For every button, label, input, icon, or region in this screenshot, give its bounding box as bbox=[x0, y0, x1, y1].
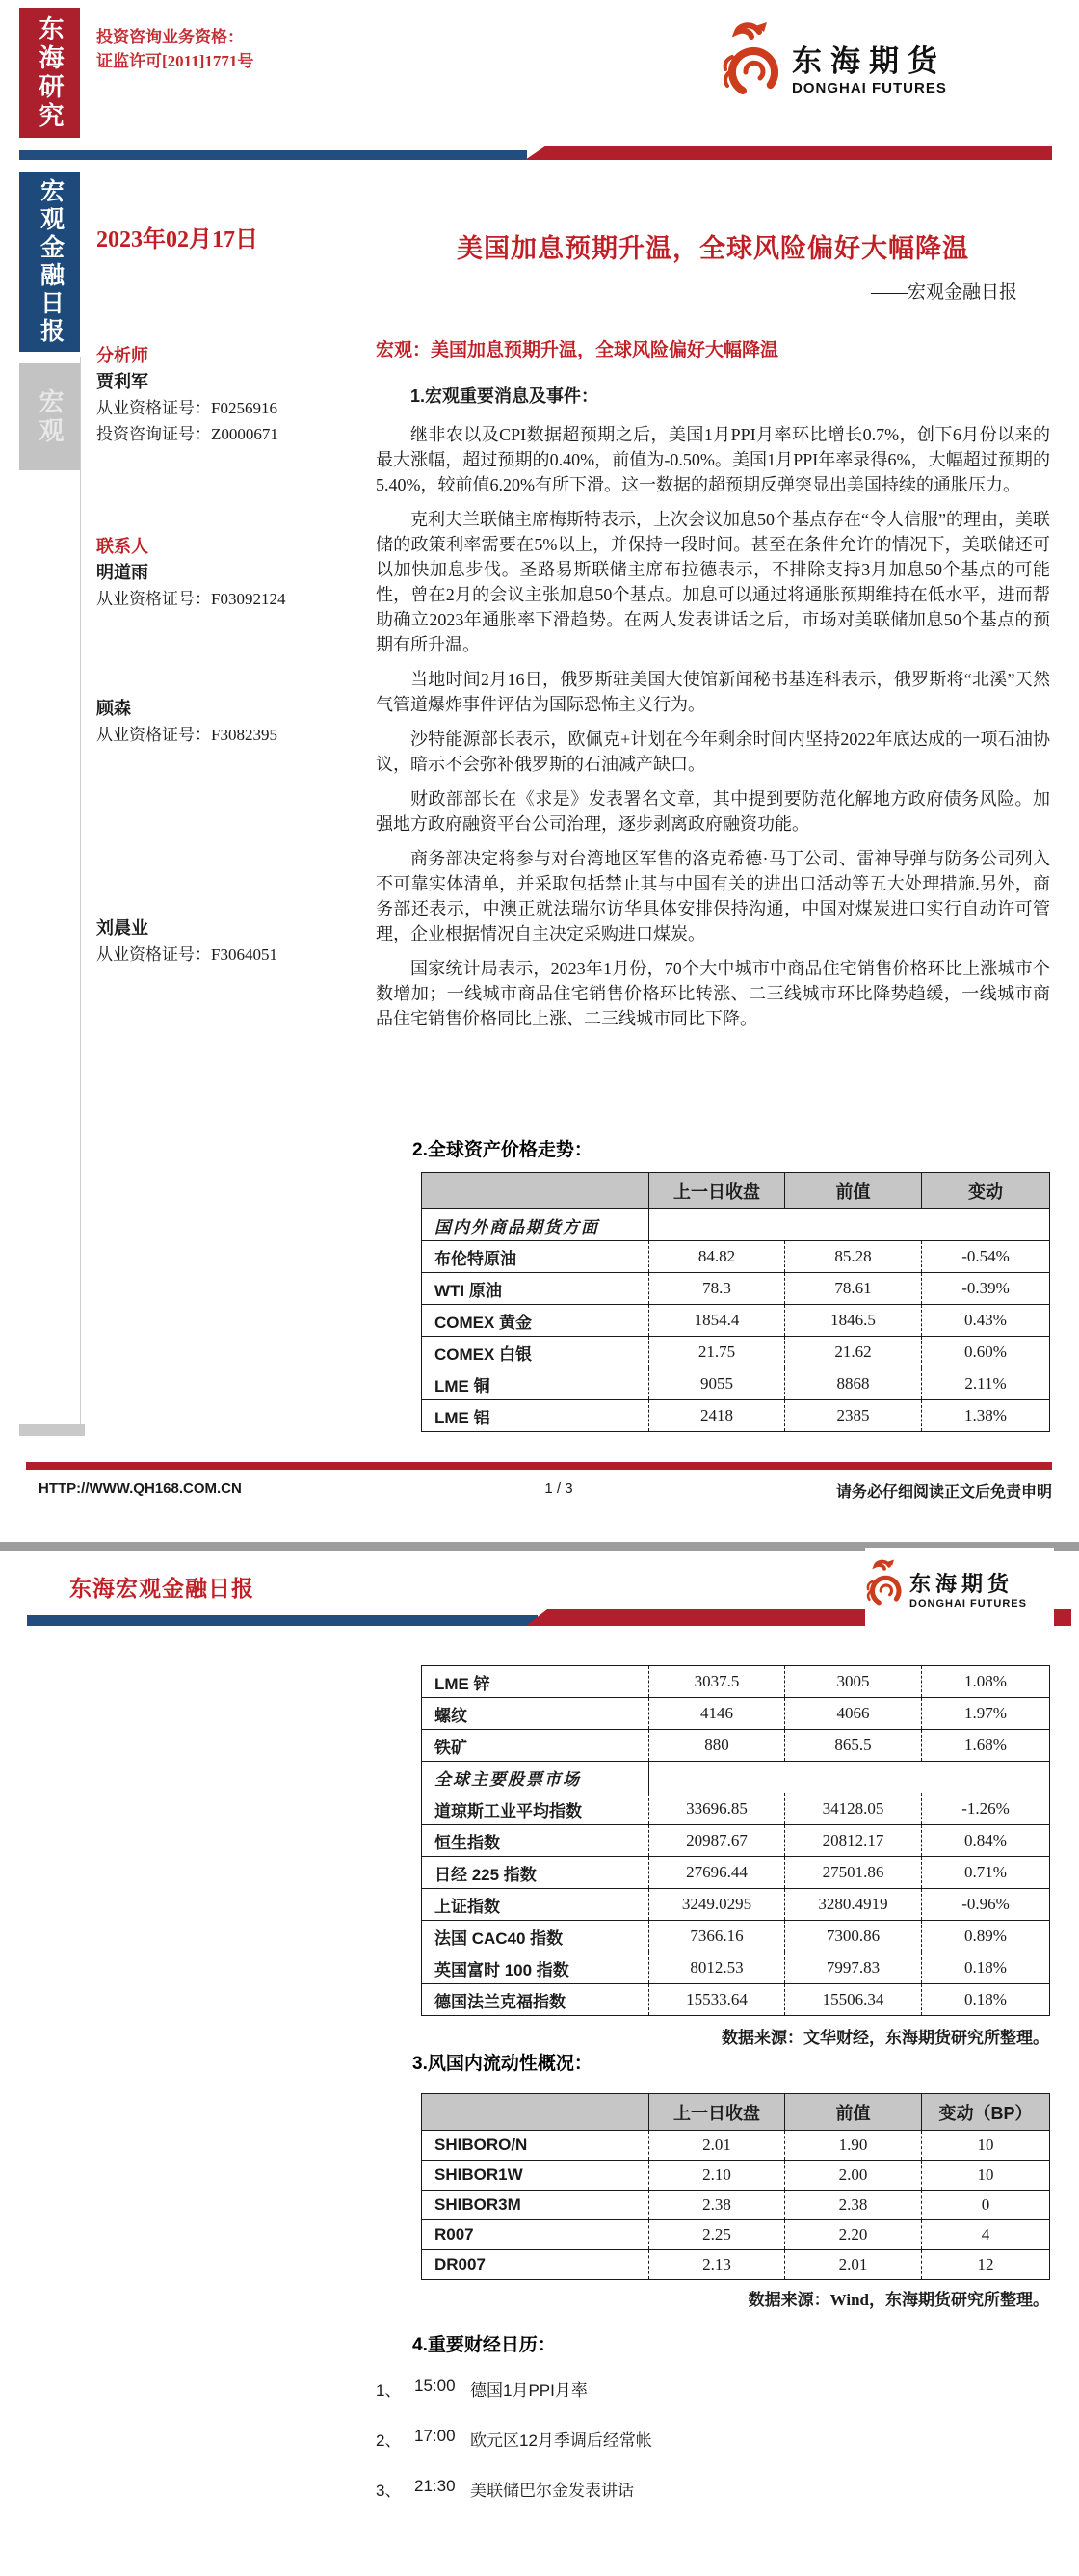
analyst-role-label: 分析师 bbox=[96, 346, 148, 365]
table-value-cell: 1.08% bbox=[922, 1666, 1050, 1698]
table-header-cell bbox=[422, 1173, 649, 1209]
table-value-cell: 20812.17 bbox=[785, 1825, 922, 1857]
calendar-item-time: 17:00 bbox=[414, 2427, 456, 2445]
table-value-cell: 1.90 bbox=[785, 2131, 922, 2161]
daily-report-tab bbox=[19, 172, 80, 352]
contact-group-2 bbox=[96, 696, 371, 748]
analyst-cert: 从业资格证号：F0256916 bbox=[96, 399, 277, 417]
table-value-cell: 9055 bbox=[649, 1368, 785, 1400]
table-value-cell: 2.25 bbox=[649, 2220, 785, 2250]
table-value-cell: 2.13 bbox=[649, 2250, 785, 2280]
table-value-cell: 3037.5 bbox=[649, 1666, 785, 1698]
dragon-logo-icon bbox=[865, 1558, 904, 1619]
table-header-cell: 变动（BP） bbox=[922, 2094, 1050, 2131]
logo-en-text: DONGHAI FUTURES bbox=[792, 80, 947, 96]
table-value-cell: 3249.0295 bbox=[649, 1889, 785, 1921]
asset-price-table bbox=[421, 1172, 1050, 1432]
table-value-cell: 4146 bbox=[649, 1698, 785, 1730]
table-row-label: LME 铝 bbox=[422, 1400, 649, 1432]
header-divider-red bbox=[525, 146, 1052, 160]
news-paragraph: 商务部决定将参与对台湾地区军售的洛克希德·马丁公司、雷神导弹与防务公司列入不可靠实体清单，并采取包括禁止其与中国有关的进出口活动等五大处理措施.另外，商务部还表示，中澳正就法瑞尔访华具体安排保持沟通，中国对煤炭进口实行自动许可管理，企业根据情况自主决定采购进口煤炭。 bbox=[376, 849, 1050, 943]
calendar-item-number: 1、 bbox=[376, 2381, 402, 2400]
table-row bbox=[422, 1241, 1050, 1273]
table-value-cell: -1.26% bbox=[922, 1793, 1050, 1825]
contact-group-3 bbox=[96, 916, 371, 968]
table-row-label: WTI 原油 bbox=[422, 1273, 649, 1305]
table-row-label: 上证指数 bbox=[422, 1889, 649, 1921]
table-value-cell: 2.38 bbox=[649, 2191, 785, 2220]
table-value-cell: 4 bbox=[922, 2220, 1050, 2250]
table-row bbox=[422, 1825, 1050, 1857]
table-value-cell: 0.18% bbox=[922, 1984, 1050, 2016]
table-header-row bbox=[422, 1173, 1050, 1209]
header-divider-blue bbox=[19, 150, 527, 160]
table-row bbox=[422, 1984, 1050, 2016]
qualification-line2: 证监许可[2011]1771号 bbox=[96, 52, 254, 70]
page2-divider-blue bbox=[27, 1615, 538, 1626]
table-value-cell: 0.71% bbox=[922, 1857, 1050, 1889]
contact-cert-3: 从业资格证号：F3064051 bbox=[96, 945, 277, 964]
table-value-cell: 27696.44 bbox=[649, 1857, 785, 1889]
table-value-cell: 2.38 bbox=[785, 2191, 922, 2220]
macro-tab bbox=[19, 363, 80, 470]
table-row-label: DR007 bbox=[422, 2250, 649, 2280]
table-row bbox=[422, 1698, 1050, 1730]
table-row bbox=[422, 1400, 1050, 1432]
table-value-cell: 0.60% bbox=[922, 1337, 1050, 1368]
company-logo-small bbox=[865, 1548, 1054, 1629]
table-row bbox=[422, 1305, 1050, 1337]
table-row-label: 螺纹 bbox=[422, 1698, 649, 1730]
liquidity-table bbox=[421, 2093, 1050, 2280]
report-title: 美国加息预期升温，全球风险偏好大幅降温 bbox=[457, 234, 969, 263]
table-value-cell: 2418 bbox=[649, 1400, 785, 1432]
table-row-label: 道琼斯工业平均指数 bbox=[422, 1793, 649, 1825]
calendar-item-event: 欧元区12月季调后经常帐 bbox=[470, 2431, 652, 2450]
sidebar-end-cap bbox=[19, 1424, 85, 1436]
table-row bbox=[422, 1368, 1050, 1400]
footer-page-number: 1 / 3 bbox=[544, 1480, 573, 1497]
calendar-item-time: 21:30 bbox=[414, 2477, 456, 2495]
analyst-cert-advisory: 投资咨询证号：Z0000671 bbox=[96, 425, 278, 443]
report-subtitle: ——宏观金融日报 bbox=[870, 282, 1017, 303]
table-value-cell: 0.43% bbox=[922, 1305, 1050, 1337]
table-value-cell: 85.28 bbox=[785, 1241, 922, 1273]
logo-en-text: DONGHAI FUTURES bbox=[909, 1597, 1027, 1609]
table-value-cell: 2385 bbox=[785, 1400, 922, 1432]
table-value-cell: 8868 bbox=[785, 1368, 922, 1400]
table-header-cell bbox=[422, 2094, 649, 2131]
analyst-group bbox=[96, 343, 371, 447]
table-row bbox=[422, 2250, 1050, 2280]
news-paragraph: 国家统计局表示，2023年1月份，70个大中城市中商品住宅销售价格环比上涨城市个数增加；一线城市商品住宅销售价格环比转涨、二三线城市环比降势趋缓，一线城市商品住宅销售价格同比上涨、二三线城市同比下降。 bbox=[376, 959, 1050, 1028]
table-value-cell: 2.00 bbox=[785, 2161, 922, 2191]
table-group-spacer bbox=[649, 1762, 1050, 1793]
table-row-label: SHIBOR3M bbox=[422, 2191, 649, 2220]
news-paragraph: 当地时间2月16日，俄罗斯驻美国大使馆新闻秘书基连科表示，俄罗斯将“北溪”天然气管道爆炸事件评估为国际恐怖主义行为。 bbox=[376, 670, 1050, 714]
qualification-line1: 投资咨询业务资格： bbox=[96, 28, 244, 46]
calendar-item-event: 美联储巴尔金发表讲话 bbox=[470, 2482, 634, 2500]
table-row bbox=[422, 1730, 1050, 1762]
research-brand-tab bbox=[19, 8, 80, 138]
table-header-cell: 前值 bbox=[785, 1173, 922, 1209]
table-value-cell: -0.39% bbox=[922, 1273, 1050, 1305]
asset-price-table-continued bbox=[421, 1665, 1050, 2016]
table-value-cell: 15506.34 bbox=[785, 1984, 922, 2016]
table-group-label: 国内外商品期货方面 bbox=[422, 1209, 649, 1241]
news-paragraph: 继非农以及CPI数据超预期之后，美国1月PPI月率环比增长0.7%，创下6月份以来的最大涨幅，超过预期的0.40%，前值为-0.50%。美国1月PPI年率录得6%，大幅超过预期的5.40%，较前值6.20%有所下滑。这一数据的超预期反弹突显出美国持续的通胀压力。 bbox=[376, 425, 1050, 494]
table-value-cell: 2.10 bbox=[649, 2161, 785, 2191]
contact-cert-1: 从业资格证号：F03092124 bbox=[96, 590, 286, 608]
analyst-name: 贾利军 bbox=[96, 372, 148, 391]
logo-cn-text: 东海期货 bbox=[909, 1571, 1014, 1596]
table-row-label: SHIBORO/N bbox=[422, 2131, 649, 2161]
news-paragraph: 沙特能源部长表示，欧佩克+计划在今年剩余时间内坚持2022年底达成的一项石油协议，暗示不会弥补俄罗斯的石油减产缺口。 bbox=[376, 730, 1050, 774]
table-value-cell: 2.01 bbox=[785, 2250, 922, 2280]
table-value-cell: 15533.64 bbox=[649, 1984, 785, 2016]
table-value-cell: 1.97% bbox=[922, 1698, 1050, 1730]
table-value-cell: 0.18% bbox=[922, 1952, 1050, 1984]
calendar-item bbox=[376, 2427, 652, 2451]
logo-cn-text: 东海期货 bbox=[792, 44, 946, 78]
news-paragraph: 克利夫兰联储主席梅斯特表示，上次会议加息50个基点存在“令人信服”的理由，美联储的政策利率需要在5%以上，并保持一段时间。甚至在条件允许的情况下，美联储还可以加快加息步伐。圣路易斯联储主席布拉德表示，不排除支持3月加息50个基点的可能性，曾在2月的会议主张加息50个基点。加息可以通过将通胀预期维持在低水平，进而帮助确立2023年通胀率下滑趋势。在两人发表讲话之后，市场对美联储加息50个基点的预期有所升温。 bbox=[376, 510, 1050, 654]
table-row-label: COMEX 白银 bbox=[422, 1337, 649, 1368]
table-row-label: 日经 225 指数 bbox=[422, 1857, 649, 1889]
calendar-item-number: 3、 bbox=[376, 2482, 402, 2500]
table-value-cell: 78.61 bbox=[785, 1273, 922, 1305]
table-value-cell: 27501.86 bbox=[785, 1857, 922, 1889]
table-value-cell: 0 bbox=[922, 2191, 1050, 2220]
table-row bbox=[422, 1921, 1050, 1952]
daily-report-label: 宏观金融日报 bbox=[37, 177, 64, 346]
table-value-cell: 33696.85 bbox=[649, 1793, 785, 1825]
table-group-label: 全球主要股票市场 bbox=[422, 1762, 649, 1793]
section1-heading: 1.宏观重要消息及事件： bbox=[410, 386, 599, 406]
contact-role-label: 联系人 bbox=[96, 537, 148, 556]
news-paragraph: 财政部部长在《求是》发表署名文章，其中提到要防范化解地方政府债务风险。加强地方政府融资平台公司治理，逐步剥离政府融资功能。 bbox=[376, 789, 1050, 834]
table-row bbox=[422, 1666, 1050, 1698]
table-value-cell: 4066 bbox=[785, 1698, 922, 1730]
section2-heading: 2.全球资产价格走势： bbox=[412, 1140, 592, 1160]
table-value-cell: 865.5 bbox=[785, 1730, 922, 1762]
table-row bbox=[422, 1337, 1050, 1368]
table-value-cell: -0.54% bbox=[922, 1241, 1050, 1273]
table-value-cell: 880 bbox=[649, 1730, 785, 1762]
table-value-cell: 1.38% bbox=[922, 1400, 1050, 1432]
table-row-label: 德国法兰克福指数 bbox=[422, 1984, 649, 2016]
table-value-cell: 8012.53 bbox=[649, 1952, 785, 1984]
footer-url: HTTP://WWW.QH168.COM.CN bbox=[39, 1480, 242, 1497]
table-row-label: COMEX 黄金 bbox=[422, 1305, 649, 1337]
table-value-cell: 3280.4919 bbox=[785, 1889, 922, 1921]
table-value-cell: 84.82 bbox=[649, 1241, 785, 1273]
table-value-cell: 7300.86 bbox=[785, 1921, 922, 1952]
calendar-item bbox=[376, 2377, 588, 2401]
table-row bbox=[422, 1273, 1050, 1305]
qualification-block bbox=[96, 25, 253, 73]
table-row bbox=[422, 1793, 1050, 1825]
table-row bbox=[422, 2161, 1050, 2191]
company-logo bbox=[721, 17, 947, 116]
table-value-cell: 21.75 bbox=[649, 1337, 785, 1368]
macro-tab-label: 宏观 bbox=[36, 387, 64, 446]
calendar-item bbox=[376, 2477, 634, 2501]
research-brand-label: 东海研究 bbox=[36, 14, 64, 131]
table-value-cell: 34128.05 bbox=[785, 1793, 922, 1825]
table-group-row bbox=[422, 1762, 1050, 1793]
table-value-cell: 2.01 bbox=[649, 2131, 785, 2161]
contact-name-1: 明道雨 bbox=[96, 563, 148, 582]
table-header-row bbox=[422, 2094, 1050, 2131]
table-row bbox=[422, 1857, 1050, 1889]
table-header-cell: 前值 bbox=[785, 2094, 922, 2131]
table-row bbox=[422, 1889, 1050, 1921]
table-row bbox=[422, 2131, 1050, 2161]
table-value-cell: 10 bbox=[922, 2161, 1050, 2191]
table-value-cell: 0.89% bbox=[922, 1921, 1050, 1952]
report-date: 2023年02月17日 bbox=[96, 227, 258, 252]
calendar-item-event: 德国1月PPI月率 bbox=[470, 2381, 588, 2400]
table-value-cell: 7997.83 bbox=[785, 1952, 922, 1984]
table-header-cell: 上一日收盘 bbox=[649, 1173, 785, 1209]
contact-cert-2: 从业资格证号：F3082395 bbox=[96, 726, 277, 744]
table-value-cell: -0.96% bbox=[922, 1889, 1050, 1921]
table-row-label: 恒生指数 bbox=[422, 1825, 649, 1857]
data-source-note-2: 数据来源：Wind，东海期货研究所整理。 bbox=[748, 2291, 1049, 2309]
data-source-note-1: 数据来源：文华财经，东海期货研究所整理。 bbox=[722, 2029, 1049, 2047]
table-row-label: R007 bbox=[422, 2220, 649, 2250]
section3-heading: 3.风国内流动性概况： bbox=[412, 2054, 592, 2074]
table-row-label: LME 铜 bbox=[422, 1368, 649, 1400]
table-row-label: SHIBOR1W bbox=[422, 2161, 649, 2191]
table-value-cell: 0.84% bbox=[922, 1825, 1050, 1857]
footer-divider-red bbox=[26, 1462, 1052, 1470]
table-value-cell: 2.11% bbox=[922, 1368, 1050, 1400]
contact-name-2: 顾森 bbox=[96, 699, 131, 718]
footer-disclaimer: 请务必仔细阅读正文后免责申明 bbox=[835, 1484, 1052, 1500]
table-value-cell: 21.62 bbox=[785, 1337, 922, 1368]
table-value-cell: 1.68% bbox=[922, 1730, 1050, 1762]
table-value-cell: 10 bbox=[922, 2131, 1050, 2161]
sidebar-divider-line bbox=[80, 357, 81, 1424]
table-value-cell: 2.20 bbox=[785, 2220, 922, 2250]
table-row-label: 法国 CAC40 指数 bbox=[422, 1921, 649, 1952]
contact-group bbox=[96, 534, 371, 612]
table-value-cell: 12 bbox=[922, 2250, 1050, 2280]
table-group-spacer bbox=[649, 1209, 1050, 1241]
table-value-cell: 1854.4 bbox=[649, 1305, 785, 1337]
table-value-cell: 7366.16 bbox=[649, 1921, 785, 1952]
news-body bbox=[376, 384, 1050, 1041]
page2-header-title: 东海宏观金融日报 bbox=[69, 1577, 254, 1601]
table-value-cell: 3005 bbox=[785, 1666, 922, 1698]
table-row-label: 布伦特原油 bbox=[422, 1241, 649, 1273]
calendar-item-time: 15:00 bbox=[414, 2377, 456, 2395]
table-value-cell: 1846.5 bbox=[785, 1305, 922, 1337]
table-row bbox=[422, 2220, 1050, 2250]
table-row-label: LME 锌 bbox=[422, 1666, 649, 1698]
table-header-cell: 变动 bbox=[922, 1173, 1050, 1209]
table-group-row bbox=[422, 1209, 1050, 1241]
table-row bbox=[422, 2191, 1050, 2220]
table-value-cell: 20987.67 bbox=[649, 1825, 785, 1857]
table-header-cell: 上一日收盘 bbox=[649, 2094, 785, 2131]
dragon-logo-icon bbox=[721, 20, 782, 114]
table-row bbox=[422, 1952, 1050, 1984]
macro-section-headline: 宏观：美国加息预期升温，全球风险偏好大幅降温 bbox=[376, 340, 779, 360]
table-row-label: 铁矿 bbox=[422, 1730, 649, 1762]
table-row-label: 英国富时 100 指数 bbox=[422, 1952, 649, 1984]
calendar-item-number: 2、 bbox=[376, 2431, 402, 2450]
section4-heading: 4.重要财经日历： bbox=[412, 2335, 556, 2355]
table-value-cell: 78.3 bbox=[649, 1273, 785, 1305]
contact-name-3: 刘晨业 bbox=[96, 918, 148, 938]
